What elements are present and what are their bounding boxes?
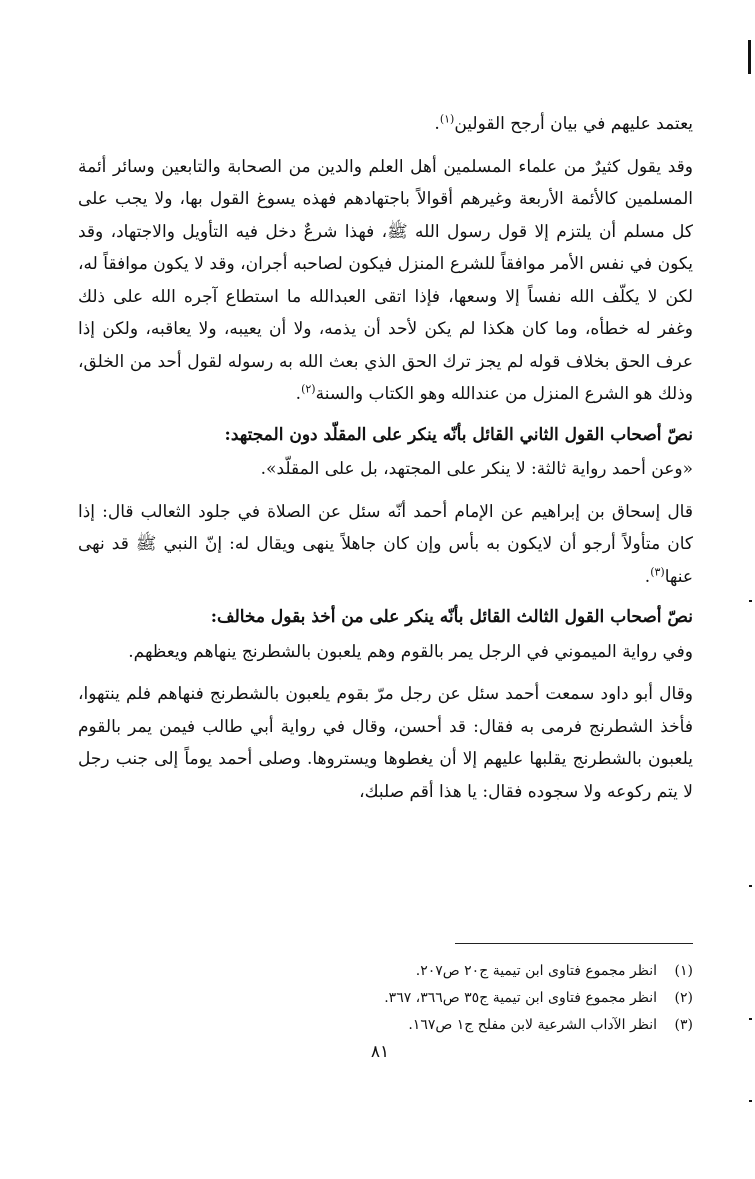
footnote-text: انظر مجموع فتاوى ابن تيمية ج٣٥ ص٣٦٦، ٣٦٧. <box>384 990 657 1006</box>
paragraph-4: وفي رواية الميموني في الرجل يمر بالقوم وهم يلعبون بالشطرنج ينهاهم ويعظهم. <box>128 641 693 662</box>
paragraph-3-end: . <box>644 566 651 587</box>
paragraph-1-text: يعتمد عليهم في بيان أرجح القولين <box>454 114 693 134</box>
scan-edge-mark <box>749 600 752 602</box>
footnote-text: انظر مجموع فتاوى ابن تيمية ج٢٠ ص٢٠٧. <box>415 963 657 979</box>
footnote-ref-1: (١) <box>439 112 455 126</box>
section-heading-2: نصّ أصحاب القول الثاني القائل بأنّه ينكر على المقلّد دون المجتهد: <box>224 424 693 445</box>
footnote-ref-3: (٣) <box>650 564 665 578</box>
paragraph-2 <box>78 151 693 411</box>
paragraph-5: وقال أبو داود سمعت أحمد سئل عن رجل مرّ بقوم يلعبون بالشطرنج فنهاهم فلم ينتهوا، فأخذ الشطرنج فرمى به فقال: قد أحسن، وقال في رواية أبي طالب فيمن يمر بالقوم يلعبون بالشطرنج يقلبها عليهم إلا أن يغطوها ويستروها. وصلى أحمد يوماً إلى جنب رجل لا يتم ركوعه ولا سجوده فقال: يا هذا أقم صلبك، <box>78 684 693 802</box>
scan-edge-mark <box>748 40 751 74</box>
paragraph-3 <box>78 496 693 594</box>
main-text <box>78 108 693 808</box>
quote-line: «وعن أحمد رواية ثالثة: لا ينكر على المجتهد، بل على المقلّد». <box>260 459 693 479</box>
section-heading-3: نصّ أصحاب القول الثالث القائل بأنّه ينكر على من أخذ بقول مخالف: <box>210 607 693 627</box>
paragraph-2-end: . <box>295 384 302 404</box>
scan-edge-mark <box>749 1100 752 1102</box>
footnotes <box>300 958 693 1039</box>
footnote-number: (٣) <box>674 1017 693 1033</box>
footnote-2 <box>300 985 693 1012</box>
paragraph-1 <box>78 108 693 141</box>
paragraph-1-end: . <box>434 114 440 134</box>
paragraph-2-text: وقد يقول كثيرٌ من علماء المسلمين أهل العلم والدين من الصحابة والتابعين وسائر أئمة المسلمين كالأئمة الأربعة وغيرهم أقوالاً باجتهادهم فهذه يسوغ القول بها، ولا يجب على كل مسلم أن يلتزم إلا قول رسول الله ﷺ، فهذا شرعٌ دخل فيه التأويل والاجتهاد، وقد يكون في نفس الأمر موافقاً للشرع المنزل فيكون لصاحبه أجران، وقد لا يكون موافقاً له، لكن لا يكلّف الله نفساً إلا وسعها، فإذا اتقى العبدالله ما استطاع آجره الله على ذلك وغفر له خطأه، وما كان هكذا لم يكن لأحد أن يذمه، ولا أن يعيبه، ولا يعاقبه، ولكن إذا عرف الحق بخلاف قوله لم يجز ترك الحق الذي بعث الله به رسوله لقول أحد من الخلق، وذلك هو الشرع المنزل من عندالله وهو الكتاب والسنة <box>78 156 693 404</box>
footnote-number: (٢) <box>674 990 693 1006</box>
scan-edge-mark <box>749 1018 752 1020</box>
footnote-number: (١) <box>674 963 693 979</box>
page-number: ٨١ <box>370 1042 390 1062</box>
footnote-1 <box>300 958 693 985</box>
footnote-3 <box>300 1012 693 1039</box>
paragraph-3-text: قال إسحاق بن إبراهيم عن الإمام أحمد أنّه سئل عن الصلاة في جلود الثعالب قال: إذا كان متأولاً أرجو أن لايكون به بأس وإن كان جاهلاً ينهى ويقال له: إنّ النبي ﷺ قد نهى عنها <box>78 501 693 587</box>
footnote-text: انظر الآداب الشرعية لابن مفلح ج١ ص١٦٧. <box>408 1017 657 1033</box>
footnote-divider <box>455 943 693 944</box>
footnote-ref-2: (٢) <box>301 382 316 396</box>
scan-edge-mark <box>749 885 752 887</box>
